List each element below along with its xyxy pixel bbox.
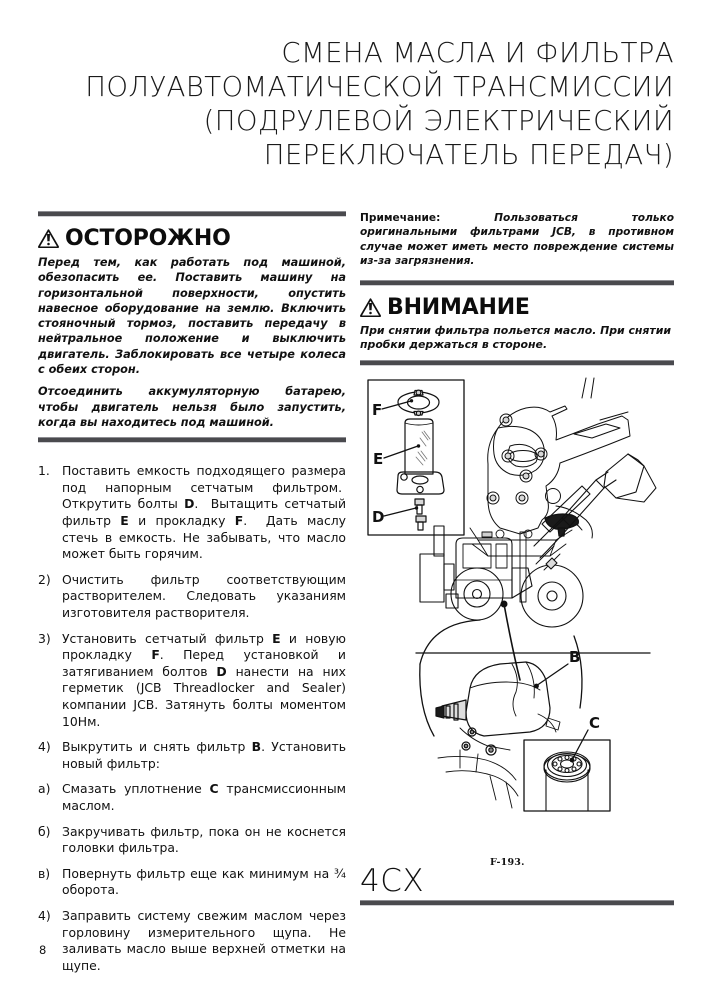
list-item: [38, 463, 346, 563]
attention-heading-label: ВНИМАНИЕ: [387, 294, 530, 320]
list-item: [38, 572, 346, 622]
note-block: [360, 211, 674, 269]
procedure-steps-list: [38, 463, 346, 974]
caution-box: [38, 211, 346, 449]
list-item: [38, 781, 346, 814]
page-title: [38, 36, 674, 172]
attention-top-rule: [360, 280, 674, 286]
step-marker: б): [38, 823, 51, 839]
footer-rule: [360, 900, 674, 906]
step-text: Поставить емкость подходящего размера под напорным сетчатым фильтром. Открутить болты D. Вытащить сетчатый фильтр E и прокладку F. Дать маслу стечь в емкость. Не забывать, что масло может быть горячим.: [62, 463, 347, 562]
step-text: Смазать уплотнение C трансмиссионным маслом.: [62, 781, 346, 813]
caution-heading-label: ОСТОРОЖНО: [65, 226, 231, 251]
attention-bottom-rule: [360, 360, 674, 366]
callout-D: D: [372, 508, 385, 526]
callout-C: C: [589, 714, 601, 732]
note-text: Пользоваться только оригинальными фильтрами JCB, в противном случае может иметь место повреждение системы из-за загрязнения.: [360, 212, 674, 268]
machine-model-label: 4CX: [360, 863, 425, 899]
step-marker: 2): [38, 571, 51, 587]
right-column: [360, 211, 674, 366]
caution-heading: [38, 226, 346, 251]
callout-B: B: [569, 648, 581, 666]
page-title-line-4: ПЕРЕКЛЮЧАТЕЛЬ ПЕРЕДАЧ): [263, 139, 674, 171]
figure-footer: [360, 858, 674, 904]
step-text: Повернуть фильтр еще как минимум на ¾ оборота.: [62, 865, 346, 898]
caution-top-rule: [38, 211, 346, 217]
figure-caption: F-193.: [490, 857, 525, 868]
page-number: 8: [39, 943, 47, 957]
list-item: [38, 866, 346, 899]
left-column: [38, 211, 346, 983]
warning-triangle-icon: [360, 298, 381, 317]
step-marker: 1.: [38, 463, 50, 479]
step-marker: 3): [38, 630, 51, 646]
step-text: Выкрутить и снять фильтр B. Установить новый фильтр:: [62, 739, 347, 771]
attention-box: [360, 280, 674, 366]
callout-E: E: [373, 450, 384, 468]
step-text: Установить сетчатый фильтр E и новую прокладку F. Перед установкой и затягиванием болтов D нанести на них герметик (JCB Threadlocker and Sealer) компании JCB. Затянуть болты моментом 10Нм.: [62, 630, 347, 729]
step-text: Заправить систему свежим маслом через горловину измерительного щупа. Не заливать масло выше верхней отметки на щупе.: [62, 907, 346, 973]
caution-paragraph-2: Отсоединить аккумуляторную батарею, чтобы двигатель нельзя было запустить, когда вы находитесь под машиной.: [38, 385, 346, 429]
page-title-line-2: ПОЛУАВТОМАТИЧЕСКОЙ ТРАНСМИССИИ: [85, 71, 674, 103]
step-marker: 4): [38, 739, 51, 755]
step-text: Закручивать фильтр, пока он не коснется головки фильтра.: [62, 823, 346, 856]
step-marker: а): [38, 781, 51, 797]
caution-bottom-rule: [38, 437, 346, 443]
note-label: Примечание:: [360, 212, 441, 224]
step-marker: в): [38, 865, 51, 881]
list-item: [38, 824, 346, 857]
list-item: [38, 908, 346, 974]
list-item: [38, 739, 346, 772]
callout-F: F: [372, 401, 383, 419]
warning-triangle-icon: [38, 229, 59, 248]
step-text: Очистить фильтр соответствующим растворителем. Следовать указаниям изготовителя растворителя.: [62, 571, 346, 621]
page-title-line-3: (ПОДРУЛЕВОЙ ЭЛЕКТРИЧЕСКИЙ: [203, 105, 674, 137]
list-item: [38, 631, 346, 731]
page-title-line-1: СМЕНА МАСЛА И ФИЛЬТРА: [281, 37, 674, 69]
caution-paragraph-1: Перед тем, как работать под машиной, обезопасить ее. Поставить машину на горизонтальной поверхности, опустить навесное оборудование на землю. Включить стояночный тормоз, поставить передачу в нейтральное положение и выключить двигатель. Заблокировать все четыре колеса с обеих сторон.: [38, 256, 346, 377]
attention-heading: [360, 295, 674, 320]
attention-text: При снятии фильтра польется масло. При снятии пробки держаться в стороне.: [360, 323, 671, 352]
technical-illustration: [360, 368, 674, 858]
step-marker: 4): [38, 907, 51, 923]
